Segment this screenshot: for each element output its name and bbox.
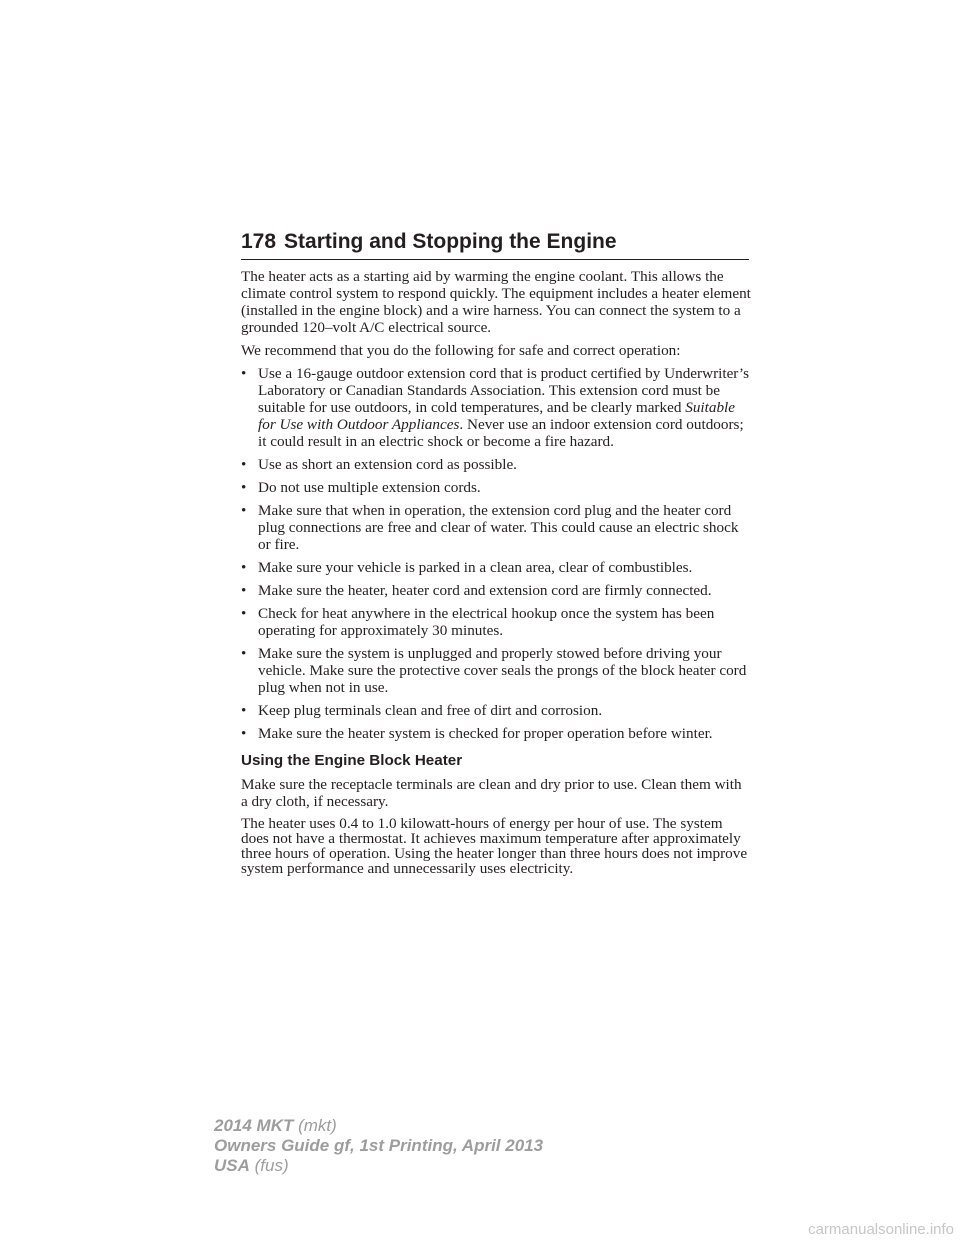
bullet-icon: • xyxy=(241,725,247,742)
bullet-text-before: Use a 16-gauge outdoor extension cord that is product certified by Underwriter’s Laboratory or Canadian Standards Association. This extension cord must be suitable for use outdoors, in cold temperatures, and be clearly marked xyxy=(258,365,750,416)
bullet-icon: • xyxy=(241,456,247,473)
watermark: carmanualsonline.info xyxy=(808,1221,954,1238)
bullet-icon: • xyxy=(241,645,247,662)
bullet-item xyxy=(241,479,751,496)
print-footer xyxy=(214,1116,543,1176)
safety-bullet-list xyxy=(241,365,751,742)
recommendation-paragraph: We recommend that you do the following for safe and correct operation: xyxy=(241,342,681,359)
footer-model: 2014 MKT xyxy=(214,1116,294,1135)
bullet-text: Make sure the system is unplugged and properly stowed before driving your vehicle. Make sure the protective cover seals the prongs of the block heater cord plug when not in use. xyxy=(258,645,747,696)
bullet-text: Do not use multiple extension cords. xyxy=(258,479,481,496)
bullet-icon: • xyxy=(241,702,247,719)
bullet-item xyxy=(241,502,751,553)
usage-paragraph-energy: The heater uses 0.4 to 1.0 kilowatt-hours of energy per hour of use. The system does not have a thermostat. It achieves maximum temperature after approximately three hours of operation. Using the heater longer than three hours does not improve system performance and unnecessarily uses electricity. xyxy=(241,815,748,877)
bullet-icon: • xyxy=(241,559,247,576)
bullet-text: Keep plug terminals clean and free of dirt and corrosion. xyxy=(258,702,603,719)
bullet-icon: • xyxy=(241,582,247,599)
bullet-item xyxy=(241,559,751,576)
bullet-item xyxy=(241,456,751,473)
bullet-icon: • xyxy=(241,365,247,382)
section-title: Starting and Stopping the Engine xyxy=(284,230,617,253)
bullet-text-after: . Never use an indoor extension cord outdoors; it could result in an electric shock or become a fire hazard. xyxy=(258,416,744,450)
footer-line-market xyxy=(214,1156,543,1176)
bullet-item xyxy=(241,582,751,599)
bullet-item xyxy=(241,605,751,639)
page-number: 178 xyxy=(241,230,277,253)
bullet-text: Make sure the heater system is checked for proper operation before winter. xyxy=(258,725,713,742)
bullet-text: Make sure that when in operation, the extension cord plug and the heater cord plug connections are free and clear of water. This could cause an electric shock or fire. xyxy=(258,502,739,553)
subsection-heading: Using the Engine Block Heater xyxy=(241,752,463,769)
bullet-text: Check for heat anywhere in the electrical hookup once the system has been operating for approximately 30 minutes. xyxy=(258,605,715,639)
page-header xyxy=(241,229,749,260)
bullet-icon: • xyxy=(241,479,247,496)
bullet-item xyxy=(241,725,751,742)
intro-paragraph: The heater acts as a starting aid by warming the engine coolant. This allows the climate control system to respond quickly. The equipment includes a heater element (installed in the engine block) and a wire harness. You can connect the system to a grounded 120–volt A/C electrical source. xyxy=(241,268,751,336)
bullet-icon: • xyxy=(241,605,247,622)
bullet-item xyxy=(241,702,751,719)
footer-model-code: (mkt) xyxy=(298,1116,337,1135)
bullet-text: Make sure the heater, heater cord and extension cord are firmly connected. xyxy=(258,582,712,599)
main-content xyxy=(241,268,751,882)
footer-edition: Owners Guide gf, 1st Printing, April 2013 xyxy=(214,1136,544,1155)
bullet-text-italic: Suitable for Use with Outdoor Appliances xyxy=(258,399,735,433)
footer-line-model xyxy=(214,1116,543,1136)
bullet-item xyxy=(241,365,751,450)
bullet-item xyxy=(241,645,751,696)
footer-market-code: (fus) xyxy=(254,1156,289,1175)
usage-paragraph: Make sure the receptacle terminals are clean and dry prior to use. Clean them with a dry cloth, if necessary. xyxy=(241,776,742,810)
bullet-icon: • xyxy=(241,502,247,519)
bullet-text: Make sure your vehicle is parked in a clean area, clear of combustibles. xyxy=(258,559,693,576)
bullet-text: Use as short an extension cord as possible. xyxy=(258,456,517,473)
footer-market: USA xyxy=(214,1156,250,1175)
